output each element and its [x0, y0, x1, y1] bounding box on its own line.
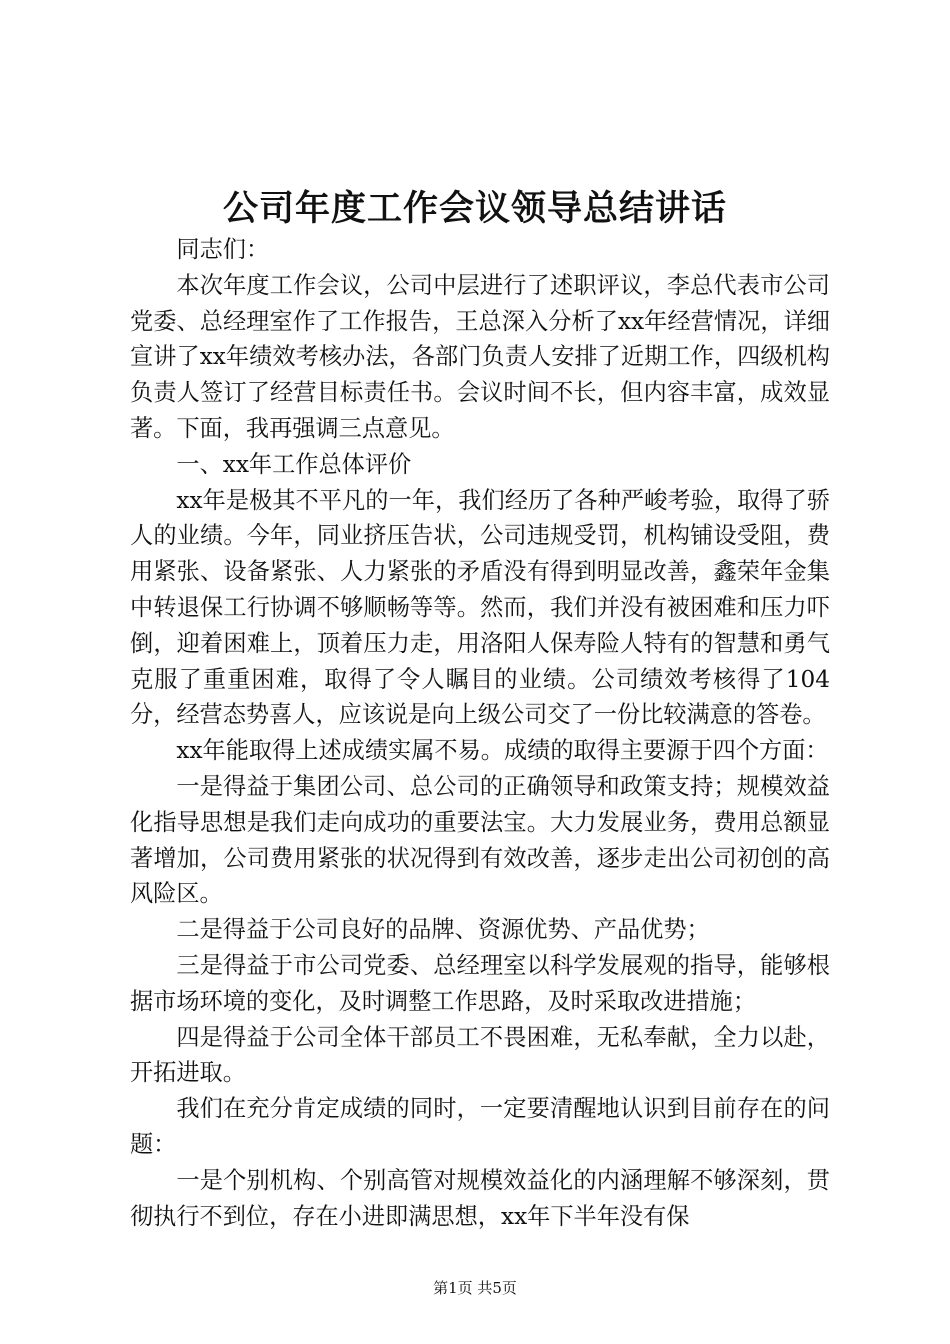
paragraph-source-3: 三是得益于市公司党委、总经理室以科学发展观的指导，能够根据市场环境的变化，及时调整工作思路，及时采取改进措施；	[130, 951, 830, 1015]
paragraph-source-2: 二是得益于公司良好的品牌、资源优势、产品优势；	[176, 916, 710, 944]
salutation: 同志们：	[176, 236, 270, 263]
paragraph-sources: xx年能取得上述成绩实属不易。成绩的取得主要源于四个方面：	[176, 737, 829, 765]
paragraph-evaluation: xx年是极其不平凡的一年，我们经历了各种严峻考验，取得了骄人的业绩。今年，同业挤压告状，公司违规受罚，机构铺设受阻，费用紧张、设备紧张、人力紧张的矛盾没有得到明显改善，鑫荣年金集中转退保工行协调不够顺畅等等。然而，我们并没有被困难和压力吓倒，迎着困难上，顶着压力走，用洛阳人保寿险人特有的智慧和勇气克服了重重困难，取得了令人瞩目的业绩。公司绩效考核得了104分，经营态势喜人，应该说是向上级公司交了一份比较满意的答卷。	[130, 486, 830, 729]
paragraph-intro: 本次年度工作会议，公司中层进行了述职评议，李总代表市公司党委、总经理室作了工作报告，王总深入分析了xx年经营情况，详细宣讲了xx年绩效考核办法，各部门负责人安排了近期工作，四级机构负责人签订了经营目标责任书。会议时间不长，但内容丰富，成效显著。下面，我再强调三点意见。	[130, 271, 830, 442]
page-footer: 第1页 共5页	[433, 1279, 517, 1297]
document-title: 公司年度工作会议领导总结讲话	[222, 188, 727, 229]
paragraph-problems: 我们在充分肯定成绩的同时，一定要清醒地认识到目前存在的问题：	[130, 1095, 830, 1158]
paragraph-source-4: 四是得益于公司全体干部员工不畏困难，无私奉献，全力以赴，开拓进取。	[130, 1023, 830, 1087]
section-heading: 一、xx年工作总体评价	[176, 450, 412, 478]
document-body	[130, 232, 830, 1234]
paragraph-problem-1: 一是个别机构、个别高管对规模效益化的内涵理解不够深刻，贯彻执行不到位，存在小进即满思想，xx年下半年没有保	[130, 1166, 830, 1230]
paragraph-source-1: 一是得益于集团公司、总公司的正确领导和政策支持；规模效益化指导思想是我们走向成功的重要法宝。大力发展业务，费用总额显著增加，公司费用紧张的状况得到有效改善，逐步走出公司初创的高风险区。	[130, 772, 830, 908]
